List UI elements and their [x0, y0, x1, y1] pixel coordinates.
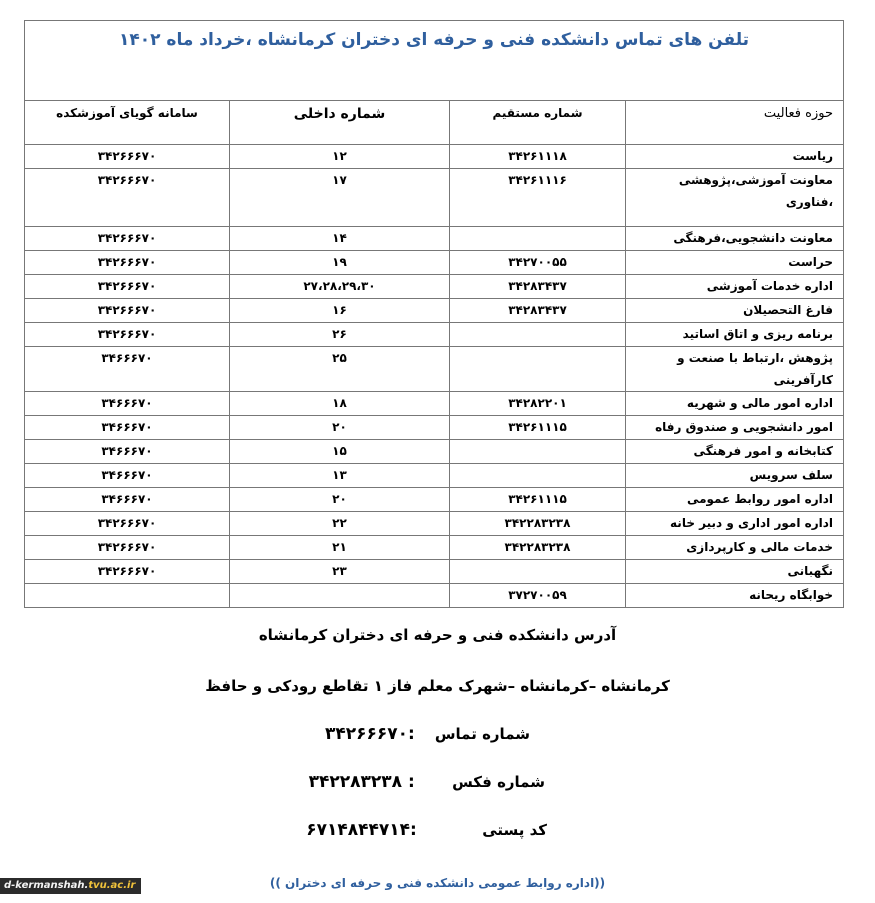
cell-voice: ۳۴۲۶۶۶۷۰ [25, 227, 230, 251]
cell-internal: ۲۶ [230, 323, 450, 347]
table-row [25, 488, 844, 512]
header-internal: شماره داخلی [230, 101, 450, 145]
header-direct: شماره مستقیم [450, 101, 626, 145]
cell-voice: ۳۴۲۶۶۶۷۰ [25, 275, 230, 299]
phone-line [325, 724, 530, 744]
fax-line [309, 772, 545, 792]
cell-direct: ۳۴۲۶۱۱۱۸ [450, 145, 626, 169]
cell-direct: ۳۴۲۸۳۴۳۷ [450, 275, 626, 299]
cell-voice [25, 584, 230, 608]
cell-internal: ۲۷،۲۸،۲۹،۳۰ [230, 275, 450, 299]
address-line: کرمانشاه –کرمانشاه –شهرک معلم فاز ۱ تقاطع رودکی و حافظ [205, 677, 670, 695]
cell-activity: ریاست [626, 145, 844, 169]
cell-activity: حراست [626, 251, 844, 275]
cell-voice: ۳۴۶۶۶۷۰ [25, 440, 230, 464]
cell-direct: ۳۴۲۶۱۱۱۵ [450, 488, 626, 512]
table-row [25, 323, 844, 347]
table-row [25, 392, 844, 416]
cell-direct [450, 323, 626, 347]
table-row [25, 251, 844, 275]
table-row [25, 560, 844, 584]
cell-direct: ۳۴۲۸۲۲۰۱ [450, 392, 626, 416]
postal-label: کد پستی [482, 821, 547, 839]
cell-activity: برنامه ریزی و اتاق اساتید [626, 323, 844, 347]
table-row [25, 169, 844, 227]
cell-internal: ۲۱ [230, 536, 450, 560]
cell-activity: خوابگاه ریحانه [626, 584, 844, 608]
cell-voice: ۳۴۲۶۶۶۷۰ [25, 512, 230, 536]
cell-internal [230, 584, 450, 608]
cell-direct [450, 227, 626, 251]
cell-activity: اداره امور مالی و شهریه [626, 392, 844, 416]
cell-voice: ۳۴۲۶۶۶۷۰ [25, 560, 230, 584]
cell-activity: اداره خدمات آموزشی [626, 275, 844, 299]
phone-label: شماره تماس [434, 725, 530, 743]
cell-activity: کتابخانه و امور فرهنگی [626, 440, 844, 464]
cell-direct: ۳۴۲۲۸۳۲۳۸ [450, 512, 626, 536]
cell-direct [450, 464, 626, 488]
cell-activity: معاونت آموزشی،پژوهشی ،فناوری [626, 169, 844, 227]
cell-voice: ۳۴۲۶۶۶۷۰ [25, 251, 230, 275]
table-row [25, 584, 844, 608]
cell-internal: ۲۵ [230, 347, 450, 392]
cell-direct: ۳۴۲۸۳۴۳۷ [450, 299, 626, 323]
postal-line [306, 820, 547, 840]
cell-activity: پژوهش ،ارتباط با صنعت و کارآفرینی [626, 347, 844, 392]
table-row [25, 512, 844, 536]
table-row [25, 227, 844, 251]
cell-direct: ۳۴۲۶۱۱۱۶ [450, 169, 626, 227]
cell-internal: ۱۸ [230, 392, 450, 416]
table-row [25, 536, 844, 560]
cell-activity: فارغ التحصیلان [626, 299, 844, 323]
cell-internal: ۲۳ [230, 560, 450, 584]
cell-activity: خدمات مالی و کارپردازی [626, 536, 844, 560]
table-row [25, 440, 844, 464]
cell-voice: ۳۴۲۶۶۶۷۰ [25, 323, 230, 347]
cell-internal: ۱۶ [230, 299, 450, 323]
table-row [25, 347, 844, 392]
cell-activity: اداره امور اداری و دبیر خانه [626, 512, 844, 536]
watermark-main: d-kermanshah. [4, 880, 89, 891]
cell-direct [450, 347, 626, 392]
address-heading: آدرس دانشکده فنی و حرفه ای دختران کرمانشاه [258, 626, 617, 644]
watermark-domain: tvu.ac.ir [88, 880, 136, 891]
table-title: تلفن های تماس دانشکده فنی و حرفه ای دختران کرمانشاه ،خرداد ماه ۱۴۰۲ [25, 21, 844, 101]
table-row [25, 464, 844, 488]
header-voice: سامانه گویای آموزشکده [25, 101, 230, 145]
cell-direct [450, 560, 626, 584]
cell-voice: ۳۴۶۶۶۷۰ [25, 416, 230, 440]
table-row [25, 275, 844, 299]
cell-internal: ۱۳ [230, 464, 450, 488]
cell-voice: ۳۴۶۶۶۷۰ [25, 464, 230, 488]
cell-internal: ۲۰ [230, 488, 450, 512]
cell-internal: ۱۴ [230, 227, 450, 251]
cell-voice: ۳۴۶۶۶۷۰ [25, 347, 230, 392]
cell-internal: ۱۵ [230, 440, 450, 464]
cell-internal: ۲۲ [230, 512, 450, 536]
cell-direct: ۳۷۲۷۰۰۵۹ [450, 584, 626, 608]
cell-activity: امور دانشجویی و صندوق رفاه [626, 416, 844, 440]
cell-activity: معاونت دانشجویی،فرهنگی [626, 227, 844, 251]
cell-voice: ۳۴۲۶۶۶۷۰ [25, 536, 230, 560]
cell-direct [450, 440, 626, 464]
contacts-table [24, 20, 844, 608]
cell-internal: ۱۲ [230, 145, 450, 169]
table-row [25, 145, 844, 169]
cell-activity: نگهبانی [626, 560, 844, 584]
phone-value: :۳۴۲۶۶۶۷۰ [324, 724, 415, 744]
cell-activity: اداره امور روابط عمومی [626, 488, 844, 512]
cell-voice: ۳۴۲۶۶۶۷۰ [25, 169, 230, 227]
cell-voice: ۳۴۶۶۶۷۰ [25, 488, 230, 512]
fax-value: : ۳۴۲۲۸۳۲۳۸ [308, 772, 415, 792]
table-header-row [25, 101, 844, 145]
cell-direct: ۳۴۲۶۱۱۱۵ [450, 416, 626, 440]
cell-activity: سلف سرویس [626, 464, 844, 488]
fax-label: شماره فکس [452, 773, 545, 791]
cell-internal: ۱۹ [230, 251, 450, 275]
site-watermark [0, 878, 141, 894]
postal-value: :۶۷۱۴۸۴۴۷۱۴ [306, 820, 417, 840]
footer-note: ((اداره روابط عمومی دانشکده فنی و حرفه ای دختران )) [269, 876, 606, 890]
header-activity: حوزه فعالیت [626, 101, 844, 145]
cell-internal: ۲۰ [230, 416, 450, 440]
cell-direct: ۳۴۲۲۸۳۲۳۸ [450, 536, 626, 560]
cell-voice: ۳۴۶۶۶۷۰ [25, 392, 230, 416]
table-row [25, 416, 844, 440]
cell-internal: ۱۷ [230, 169, 450, 227]
cell-direct: ۳۴۲۷۰۰۵۵ [450, 251, 626, 275]
table-row [25, 299, 844, 323]
cell-voice: ۳۴۲۶۶۶۷۰ [25, 145, 230, 169]
cell-voice: ۳۴۲۶۶۶۷۰ [25, 299, 230, 323]
